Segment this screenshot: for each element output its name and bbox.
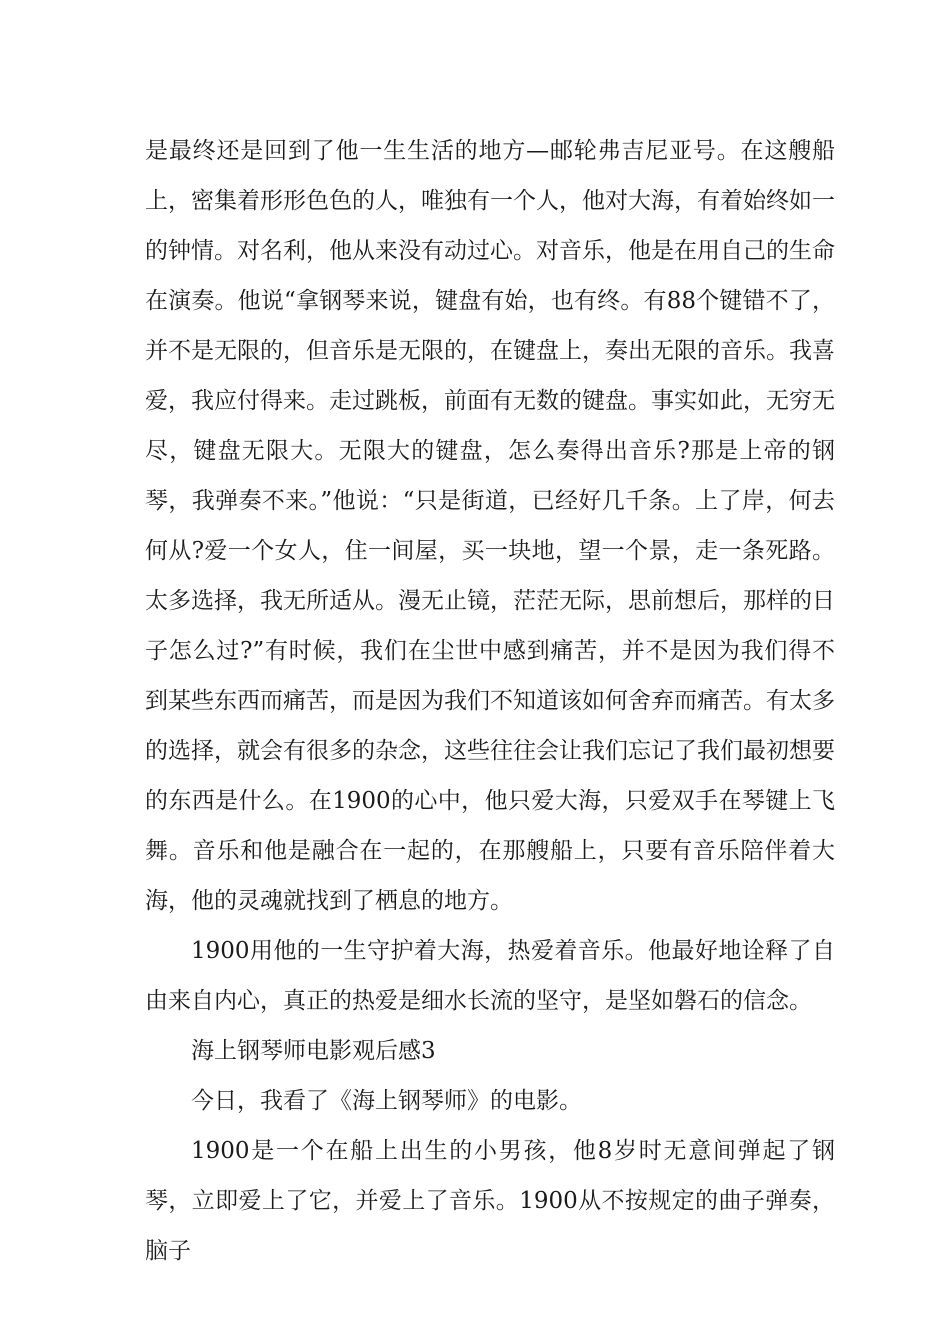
section-heading: 海上钢琴师电影观后感3 (191, 1038, 436, 1064)
paragraph-3: 今日，我看了《海上钢琴师》的电影。 (191, 1088, 582, 1114)
document-body (145, 126, 835, 1276)
paragraph-4: 1900是一个在船上出生的小男孩，他8岁时无意间弹起了钢琴，立即爱上了它，并爱上了音乐。1900从不按规定的曲子弹奏，脑子 (145, 1138, 835, 1264)
paragraph-1: 是最终还是回到了他一生生活的地方—邮轮弗吉尼亚号。在这艘船上，密集着形形色色的人，唯独有一个人，他对大海，有着始终如一的钟情。对名利，他从来没有动过心。对音乐，他是在用自己的生命在演奏。他说“拿钢琴来说，键盘有始，也有终。有88个键错不了，并不是无限的，但音乐是无限的，在键盘上，奏出无限的音乐。我喜爱，我应付得来。走过跳板，前面有无数的键盘。事实如此，无穷无尽，键盘无限大。无限大的键盘，怎么奏得出音乐?那是上帝的钢琴，我弹奏不来。”他说：“只是街道，已经好几千条。上了岸，何去何从?爱一个女人，住一间屋，买一块地，望一个景，走一条死路。太多选择，我无所适从。漫无止镜，茫茫无际，思前想后，那样的日子怎么过?”有时候，我们在尘世中感到痛苦，并不是因为我们得不到某些东西而痛苦，而是因为我们不知道该如何舍弃而痛苦。有太多的选择，就会有很多的杂念，这些往往会让我们忘记了我们最初想要的东西是什么。在1900的心中，他只爱大海，只爱双手在琴键上飞舞。音乐和他是融合在一起的，在那艘船上，只要有音乐陪伴着大海，他的灵魂就找到了栖息的地方。 (145, 138, 835, 914)
paragraph-2: 1900用他的一生守护着大海，热爱着音乐。他最好地诠释了自由来自内心，真正的热爱是细水长流的坚守，是坚如磐石的信念。 (145, 938, 835, 1014)
